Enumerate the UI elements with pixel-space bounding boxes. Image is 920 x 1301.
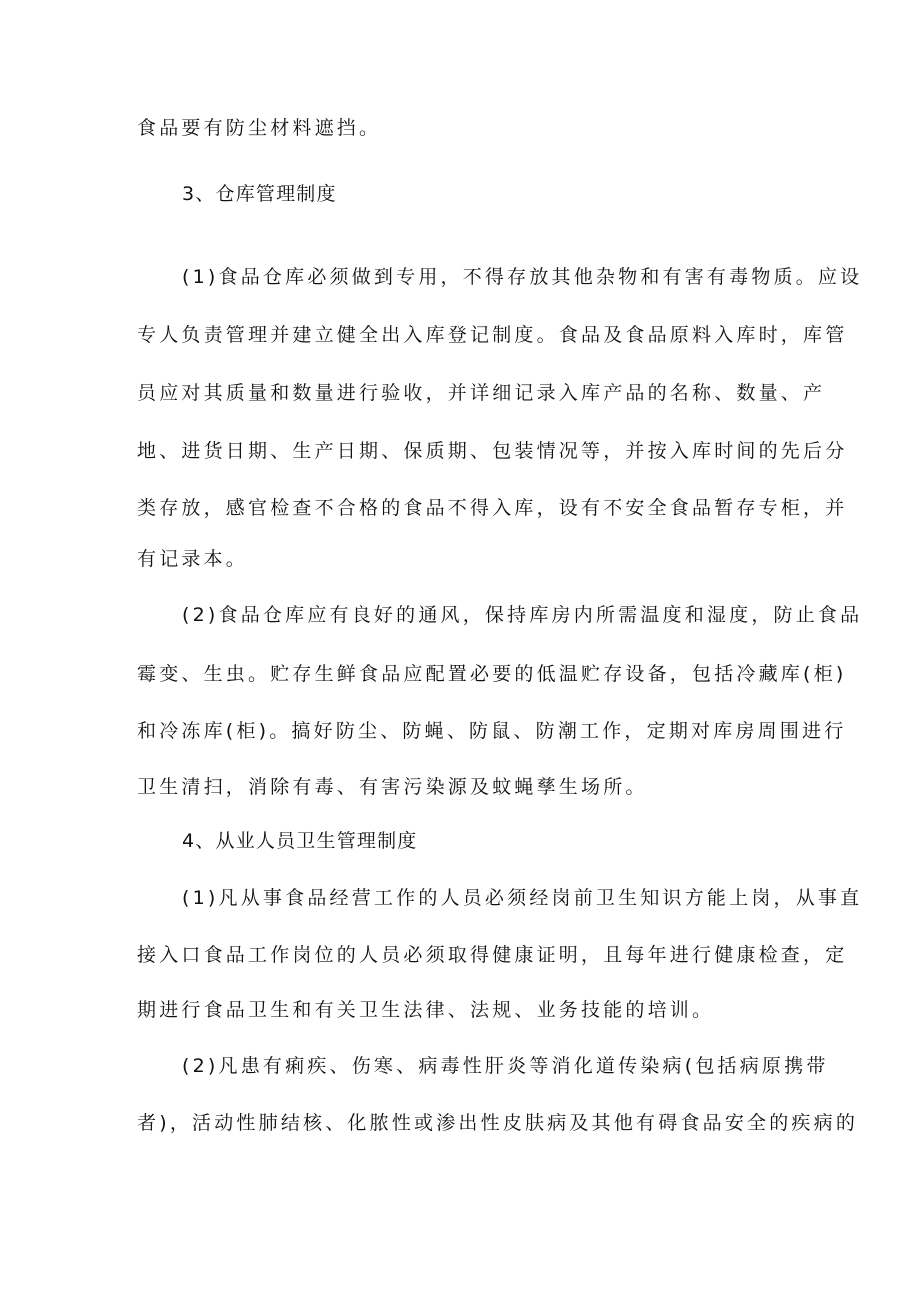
- paragraph-line: (2)食品仓库应有良好的通风，保持库房内所需温度和湿度，防止食品: [182, 604, 863, 626]
- section-4-heading: 4、从业人员卫生管理制度: [182, 830, 418, 852]
- paragraph-line: 专人负责管理并建立健全出入库登记制度。食品及食品原料入库时，库管: [137, 324, 848, 346]
- paragraph-line: 类存放，感官检查不合格的食品不得入库，设有不安全食品暂存专柜，并: [137, 497, 848, 519]
- paragraph-continuation: 食品要有防尘材料遮挡。: [137, 117, 382, 139]
- paragraph-line: 有记录本。: [137, 548, 249, 570]
- paragraph-line: 者)，活动性肺结核、化脓性或渗出性皮肤病及其他有碍食品安全的疾病的: [137, 1112, 859, 1134]
- section-3-heading: 3、仓库管理制度: [182, 183, 337, 205]
- paragraph-line: (1)食品仓库必须做到专用，不得存放其他杂物和有害有毒物质。应设: [182, 266, 863, 288]
- paragraph-line: 和冷冻库(柜)。搞好防尘、防蝇、防鼠、防潮工作，定期对库房周围进行: [137, 720, 847, 742]
- paragraph-line: 卫生清扫，消除有毒、有害污染源及蚊蝇孳生场所。: [137, 776, 648, 798]
- paragraph-line: 霉变、生虫。贮存生鲜食品应配置必要的低温贮存设备，包括冷藏库(柜): [137, 663, 847, 685]
- paragraph-line: 地、进货日期、生产日期、保质期、包装情况等，并按入库时间的先后分: [137, 440, 848, 462]
- paragraph-line: 期进行食品卫生和有关卫生法律、法规、业务技能的培训。: [137, 999, 715, 1021]
- paragraph-line: (1)凡从事食品经营工作的人员必须经岗前卫生知识方能上岗，从事直: [182, 887, 863, 909]
- paragraph-line: 员应对其质量和数量进行验收，并详细记录入库产品的名称、数量、产: [137, 382, 826, 404]
- paragraph-line: 接入口食品工作岗位的人员必须取得健康证明，且每年进行健康检查，定: [137, 944, 848, 966]
- paragraph-line: (2)凡患有痢疾、伤寒、病毒性肝炎等消化道传染病(包括病原携带: [182, 1055, 829, 1077]
